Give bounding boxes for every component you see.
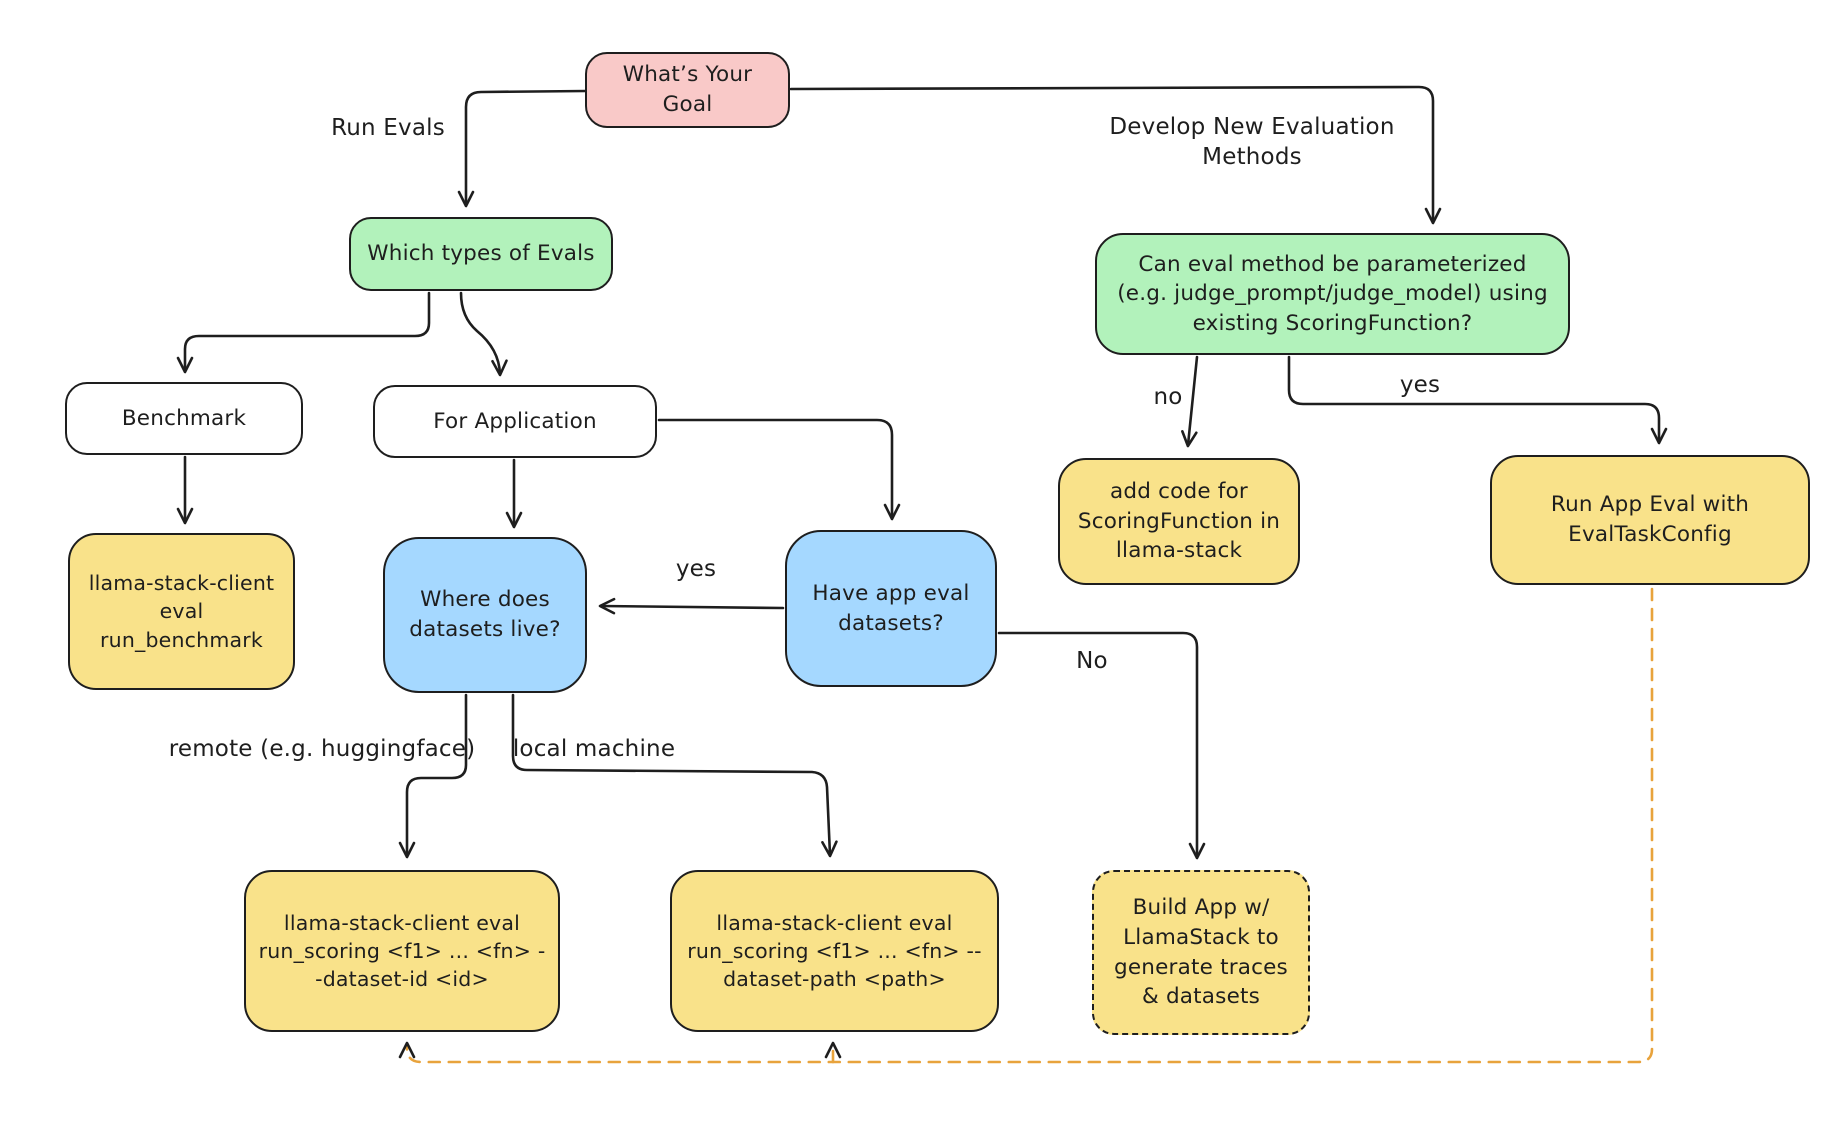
- arrow-goal-to-which-types: [466, 91, 586, 205]
- arrow-where-datasets-to-run-scoring-id: [407, 695, 466, 856]
- edge-label-have-no: No: [1076, 648, 1108, 675]
- node-for-application: For Application: [373, 385, 657, 458]
- arrow-have-datasets-to-where-datasets: [601, 606, 783, 608]
- edge-label-run-evals: Run Evals: [331, 115, 445, 142]
- node-run-benchmark-command: llama-stack-client eval run_benchmark: [68, 533, 295, 690]
- node-run-app-eval-with-evaltaskconfig: Run App Eval with EvalTaskConfig: [1490, 455, 1810, 585]
- edge-label-param-yes: yes: [1399, 372, 1441, 399]
- arrow-for-application-to-have-datasets: [659, 420, 892, 518]
- arrow-run-app-eval-feedback-to-run-scoring-id: [407, 589, 1652, 1062]
- node-whats-your-goal: What’s Your Goal: [585, 52, 790, 128]
- node-can-eval-method-be-parameterized: Can eval method be parameterized (e.g. judge_prompt/judge_model) using existing ScoringFunction?: [1095, 233, 1570, 355]
- edge-label-have-yes: yes: [675, 556, 717, 583]
- arrow-which-types-to-benchmark: [185, 293, 429, 371]
- node-which-types-of-evals: Which types of Evals: [349, 217, 613, 291]
- arrow-can-param-to-add-code: [1188, 357, 1197, 445]
- arrow-can-param-to-run-app-eval: [1289, 357, 1659, 442]
- node-have-app-eval-datasets: Have app eval datasets?: [785, 530, 997, 687]
- node-run-scoring-dataset-path-command: llama-stack-client eval run_scoring <f1> ... <fn> --dataset-path <path>: [670, 870, 999, 1032]
- node-benchmark: Benchmark: [65, 382, 303, 455]
- edge-label-develop-new-evaluation-methods: Develop New Evaluation Methods: [1109, 114, 1395, 170]
- edge-label-local-machine: local machine: [512, 736, 676, 763]
- arrow-where-datasets-to-run-scoring-path: [513, 695, 830, 855]
- edge-label-remote-huggingface: remote (e.g. huggingface): [168, 736, 476, 763]
- node-build-app-with-llamastack: Build App w/ LlamaStack to generate traces & datasets: [1092, 870, 1310, 1035]
- node-run-scoring-dataset-id-command: llama-stack-client eval run_scoring <f1> ... <fn> --dataset-id <id>: [244, 870, 560, 1032]
- node-where-does-datasets-live: Where does datasets live?: [383, 537, 587, 693]
- node-add-code-for-scoringfunction: add code for ScoringFunction in llama-stack: [1058, 458, 1300, 585]
- edge-label-param-no: no: [1153, 384, 1183, 411]
- arrow-which-types-to-for-application: [461, 293, 500, 374]
